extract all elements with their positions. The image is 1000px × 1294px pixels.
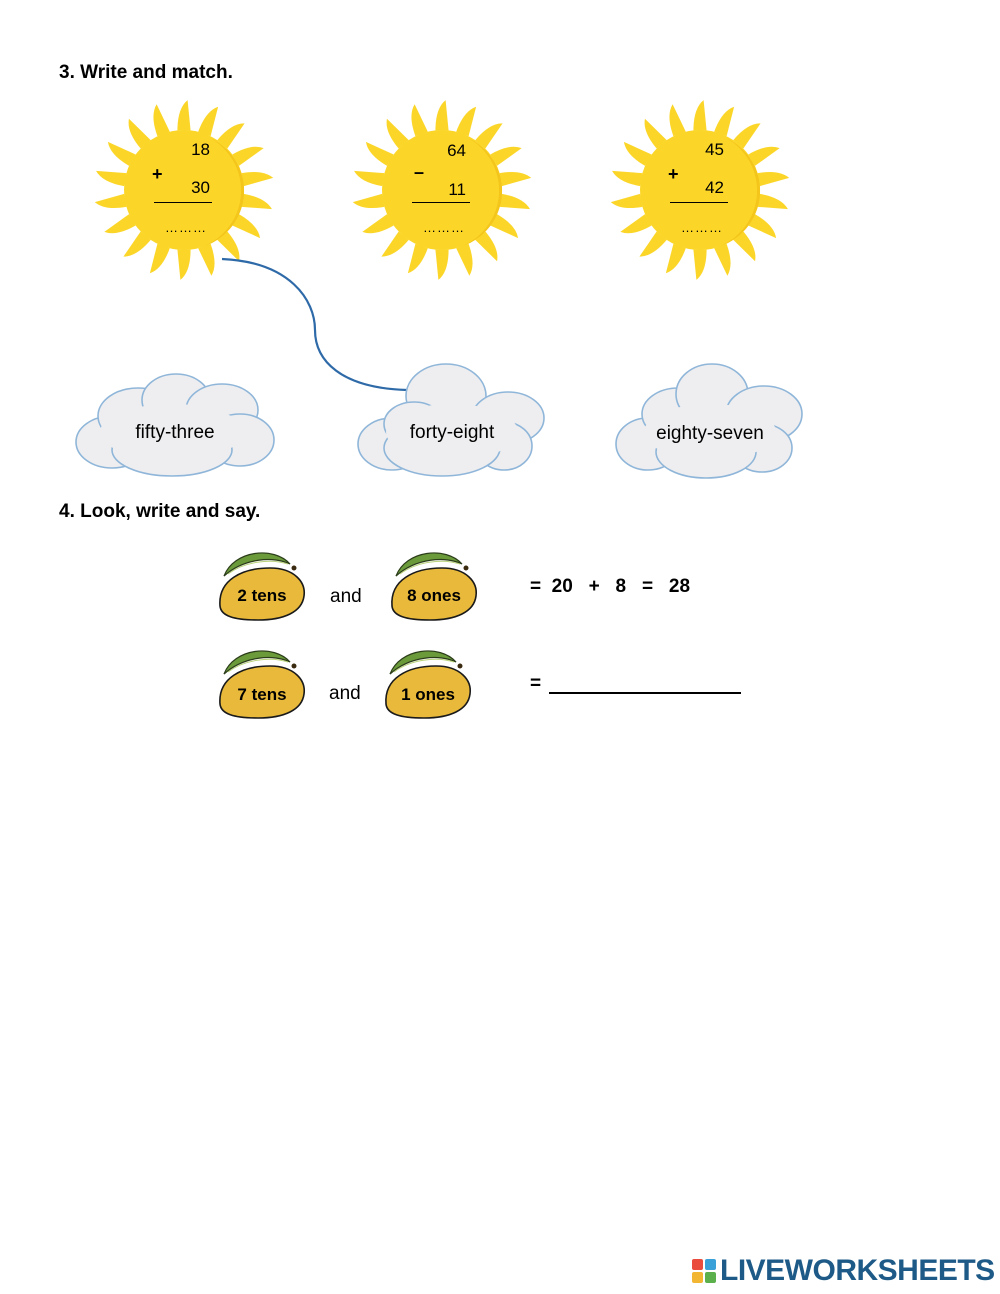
sun-operator: + <box>152 164 163 184</box>
sun-ray <box>435 250 448 280</box>
sun-ray <box>714 107 734 136</box>
sun-ray <box>198 107 218 136</box>
sun-problem-2 <box>350 98 534 282</box>
sun-ray <box>354 171 384 186</box>
mango-icon <box>386 546 482 624</box>
mango-ones-1 <box>386 546 482 624</box>
liveworksheets-logo <box>692 1254 995 1288</box>
mango-label: 7 tens <box>237 685 287 704</box>
cloud-option-2[interactable] <box>354 360 550 480</box>
cloud-icon <box>354 360 550 480</box>
sun-ray <box>500 172 532 186</box>
sun-ray <box>95 194 127 208</box>
sun-operator: + <box>668 164 679 184</box>
logo-wordmark: LIVEWORKSHEETS <box>720 1254 995 1287</box>
sun-ray <box>758 194 788 209</box>
sun-ray <box>435 100 448 130</box>
sun-ray <box>669 104 685 136</box>
cloud-label: forty-eight <box>409 422 495 443</box>
sun-answer-blank[interactable]: ……… <box>681 220 723 235</box>
sun-bottom-number: 30 <box>191 178 210 197</box>
mango-tens-1 <box>214 546 310 624</box>
sun-underline <box>154 202 212 203</box>
and-word: and <box>330 586 362 607</box>
mango-ones-2 <box>380 644 476 722</box>
sun-ray <box>408 244 428 273</box>
mango-label: 2 tens <box>237 586 287 605</box>
mango-icon <box>214 546 310 624</box>
sun-bottom-number: 42 <box>705 178 724 197</box>
sun-answer-blank[interactable]: ……… <box>165 220 207 235</box>
sun-ray <box>242 194 272 209</box>
sun-ray <box>456 244 472 276</box>
mango-label: 1 ones <box>401 685 455 704</box>
sun-ray <box>177 250 190 280</box>
sun-ray <box>714 244 730 276</box>
sun-ray <box>611 194 643 208</box>
sun-top-number: 64 <box>447 141 466 160</box>
cloud-option-3[interactable] <box>612 360 808 482</box>
section-4-heading: 4. Look, write and say. <box>59 501 261 522</box>
and-word: and <box>329 683 361 704</box>
sun-problem-3 <box>608 98 792 282</box>
sun-ray <box>758 172 790 186</box>
equation-1: = 20 + 8 = 28 <box>530 576 691 597</box>
sun-operator: – <box>414 162 425 182</box>
mango-label: 8 ones <box>407 586 461 605</box>
sun-ray <box>666 244 686 273</box>
sun-ray <box>456 107 476 136</box>
sun-underline <box>670 202 728 203</box>
logo-blocks-icon <box>692 1259 716 1283</box>
sun-underline <box>412 202 470 203</box>
sun-top-number: 45 <box>705 140 724 159</box>
sun-ray <box>693 100 706 130</box>
sun-ray <box>693 250 706 280</box>
cloud-label: fifty-three <box>135 422 215 443</box>
cloud-icon <box>612 360 808 482</box>
answer-blank-line[interactable] <box>549 692 741 694</box>
sun-ray <box>177 100 190 130</box>
sun-ray <box>150 244 170 273</box>
cloud-label: eighty-seven <box>656 423 764 444</box>
equation-2-prefix: = <box>530 673 542 694</box>
sun-ray <box>411 104 427 136</box>
mango-icon <box>214 644 310 722</box>
sun-problem-1 <box>92 98 276 282</box>
sun-answer-blank[interactable]: ……… <box>423 220 465 235</box>
sun-ray <box>242 172 274 186</box>
sun-top-number: 18 <box>191 140 210 159</box>
sun-ray <box>500 194 530 209</box>
sun-ray <box>96 171 126 186</box>
mango-icon <box>380 644 476 722</box>
sun-bottom-number: 11 <box>448 180 466 199</box>
cloud-option-1[interactable] <box>72 370 278 482</box>
sun-ray <box>612 171 642 186</box>
sun-ray <box>198 244 214 276</box>
sun-ray <box>353 194 385 208</box>
sun-ray <box>153 104 169 136</box>
section-3-heading: 3. Write and match. <box>59 62 233 83</box>
mango-tens-2 <box>214 644 310 722</box>
